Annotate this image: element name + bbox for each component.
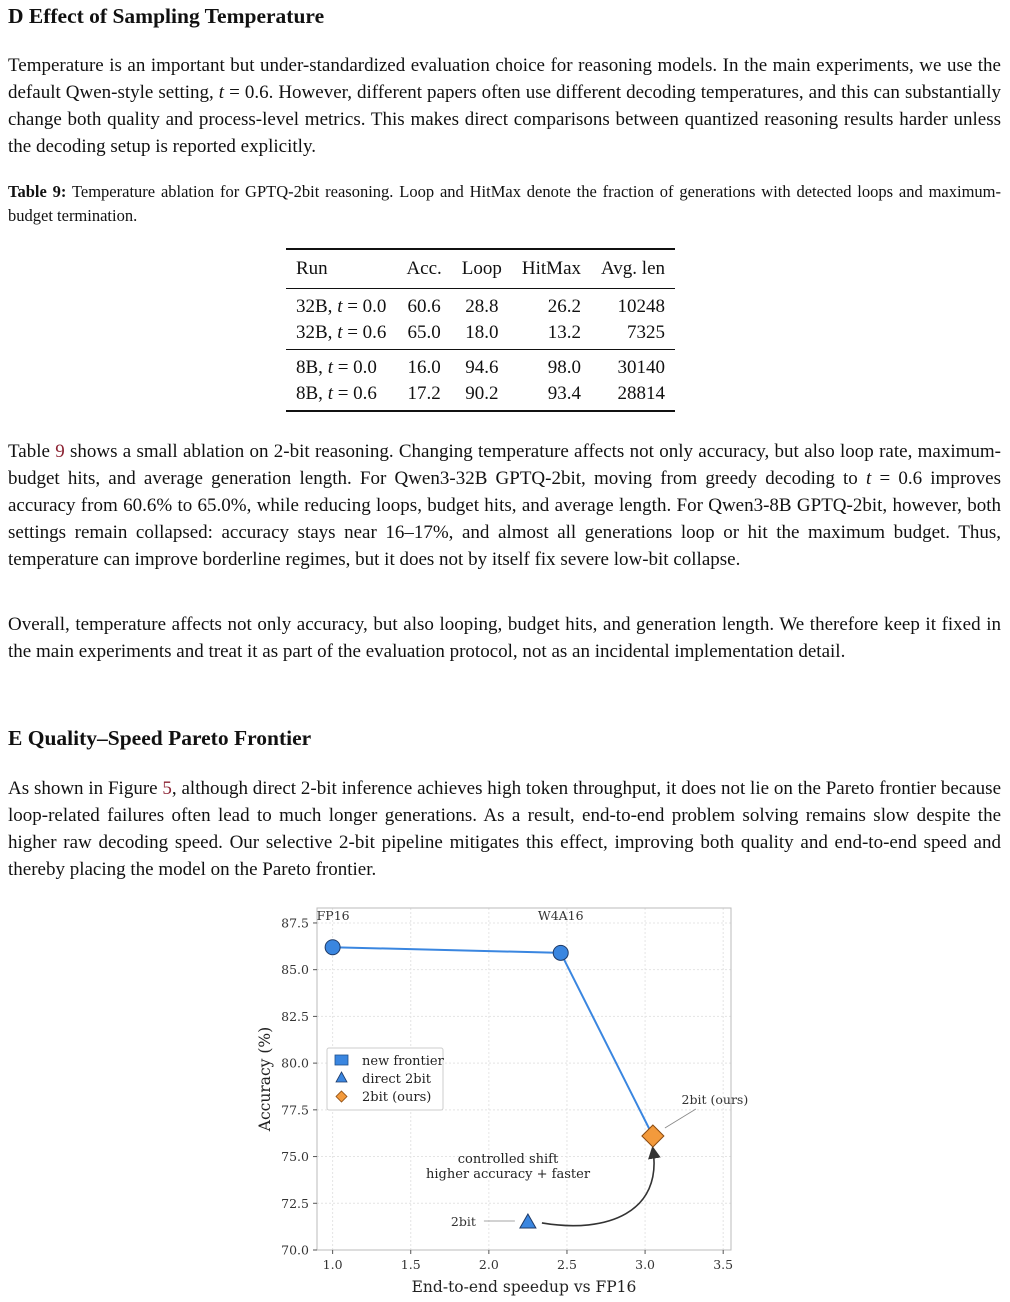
header-loop: Loop (452, 249, 512, 289)
y-tick-label: 75.0 (281, 1149, 309, 1165)
cell-hitmax: 13.2 (547, 321, 581, 343)
y-tick-label: 87.5 (281, 915, 309, 931)
cell-hitmax: 93.4 (547, 382, 581, 404)
cell-loop: 28.8 (465, 295, 499, 317)
annotation-line-1: controlled shift (457, 1152, 559, 1167)
cell-loop: 90.2 (465, 382, 499, 404)
y-tick-label: 85.0 (281, 962, 309, 978)
math-var: t (865, 468, 872, 489)
y-tick-label: 70.0 (281, 1242, 309, 1258)
header-acc: Acc. (396, 249, 451, 289)
section-d-paragraph-3: Overall, temperature affects not only accuracy, but also looping, budget hits, and generation length. We therefore keep it fixed in the main experiments and treat it as part of the evaluation protocol, not as an incidental implementation detail. (8, 614, 1001, 662)
section-e-heading: E Quality–Speed Pareto Frontier (8, 726, 312, 750)
para-text: As shown in Figure (8, 778, 163, 799)
y-tick-label: 82.5 (281, 1008, 309, 1024)
para-text: Temperature is an important but under-standardized evaluation choice for reasoning models. In the main experiments, we use the default Qwen-style setting, (8, 55, 1001, 103)
para-text: shows a small ablation on 2-bit reasoning. Changing temperature affects not only accuracy, but also loop rate, maximum-budget hits, and average generation length. For Qwen3-32B GPTQ-2bit, moving from greedy decoding to (8, 441, 1001, 489)
legend (327, 1048, 445, 1110)
y-tick-label: 72.5 (281, 1195, 309, 1211)
header-run: Run (286, 249, 396, 289)
cell-acc: 16.0 (396, 350, 451, 382)
legend-label-new-frontier: new frontier (362, 1054, 444, 1069)
math-var: t (218, 82, 225, 103)
direct-2bit-point (520, 1214, 536, 1228)
cell-avglen: 30140 (591, 350, 675, 382)
cell-avglen: 28814 (617, 382, 666, 404)
figure-reference-link[interactable]: 5 (162, 778, 172, 799)
y-axis-label: Accuracy (%) (256, 1026, 274, 1132)
cell-run: 32B, t = 0.0 (296, 295, 387, 317)
table-reference-link[interactable]: 9 (55, 441, 65, 462)
header-hitmax: HitMax (512, 249, 591, 289)
annotation-line-2: higher accuracy + faster (425, 1167, 591, 1182)
label-2bit-ours: 2bit (ours) (681, 1092, 749, 1107)
label-w4a16: W4A16 (537, 907, 584, 923)
section-d-heading: D Effect of Sampling Temperature (8, 4, 325, 28)
label-fp16: FP16 (316, 908, 350, 924)
legend-label-2bit-ours: 2bit (ours) (362, 1090, 432, 1105)
frontier-point (325, 940, 340, 955)
cell-run: 32B, t = 0.6 (296, 321, 387, 343)
x-axis-label: End-to-end speedup vs FP16 (411, 1278, 637, 1296)
cell-hitmax: 26.2 (547, 295, 581, 317)
y-tick-label: 80.0 (281, 1055, 309, 1071)
para-text: , although direct 2-bit inference achieves high token throughput, it does not lie on the Pareto frontier because loop-related failures often lead to much longer generations. As a result, end-to-end problem solving remains slow despite the higher raw decoding speed. Our selective 2-bit pipeline mitigates this effect, improving both quality and end-to-end speed and thereby placing the model on the Pareto frontier. (8, 778, 1002, 880)
para-text: = 0.6 improves accuracy from 60.6% to 65.0%, while reducing loops, budget hits, and average length. For Qwen3-8B GPTQ-2bit, however, both settings remain collapsed: accuracy stays near 16–17%, and almost all generations loop or hit the maximum budget. Thus, temperature can improve borderline regimes, but it does not by itself fix severe low-bit collapse. (8, 468, 1001, 570)
x-tick-label: 2.0 (478, 1257, 499, 1272)
x-tick-label: 3.0 (635, 1257, 656, 1272)
frontier-point (553, 945, 568, 960)
x-tick-label: 2.5 (557, 1257, 577, 1272)
x-tick-label: 1.0 (322, 1257, 343, 1272)
x-tick-label: 1.5 (400, 1257, 421, 1272)
label-2bit: 2bit (450, 1213, 476, 1229)
cell-avglen: 10248 (617, 295, 666, 317)
shift-arrow (542, 1149, 654, 1226)
x-tick-label: 3.5 (713, 1257, 734, 1272)
cell-run: 8B, t = 0.0 (286, 350, 396, 382)
cell-acc: 65.0 (407, 321, 441, 343)
caption-label: Table 9: (8, 182, 67, 201)
cell-loop: 18.0 (465, 321, 499, 343)
cell-loop: 94.6 (452, 350, 512, 382)
para-text: = 0.6. However, different papers often use different decoding temperatures, and this can substantially change both quality and process-level metrics. This makes direct comparisons between quantized reasoning results harder unless the decoding setup is reported explicitly. (8, 82, 1001, 157)
cell-acc: 60.6 (407, 295, 441, 317)
header-avglen: Avg. len (591, 249, 675, 289)
legend-label-direct-2bit: direct 2bit (362, 1072, 431, 1087)
legend-swatch-new-frontier (335, 1055, 348, 1065)
caption-text: Temperature ablation for GPTQ-2bit reasoning. Loop and HitMax denote the fraction of generations with detected loops and maximum-budget termination. (8, 182, 1001, 225)
para-text: Table (8, 441, 56, 462)
cell-run: 8B, t = 0.6 (296, 382, 377, 404)
cell-hitmax: 98.0 (512, 350, 591, 382)
y-tick-label: 77.5 (281, 1102, 309, 1118)
cell-avglen: 7325 (627, 321, 666, 343)
cell-acc: 17.2 (407, 382, 441, 404)
ours-leader-line (665, 1109, 696, 1128)
